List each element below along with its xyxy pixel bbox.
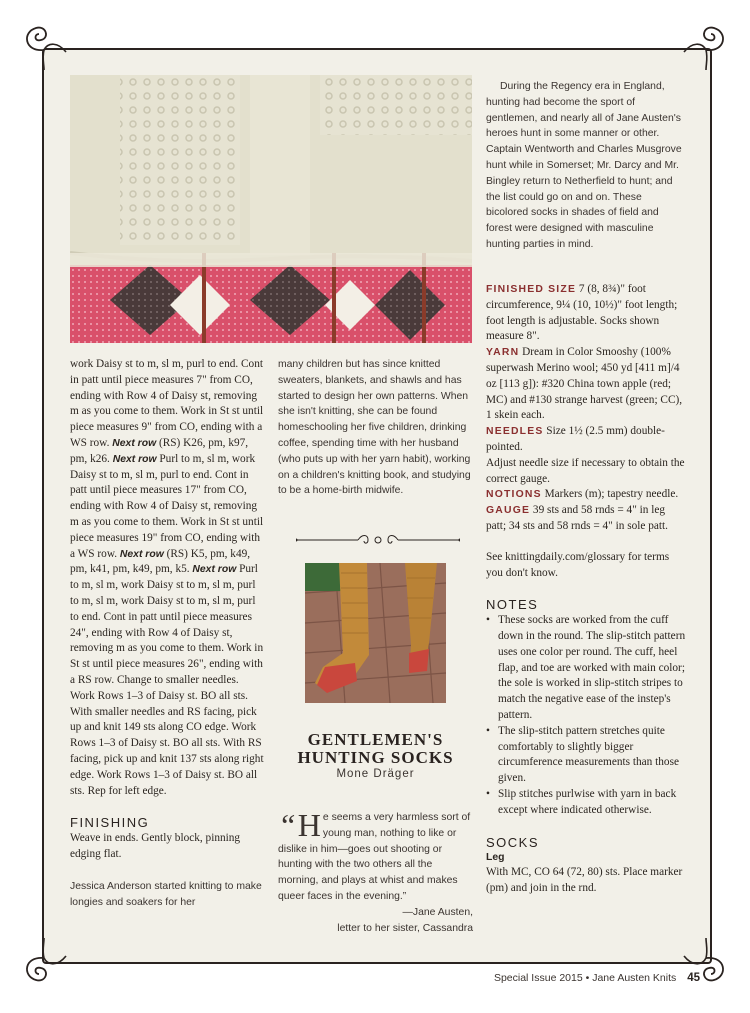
next-row-label: Next row (112, 453, 157, 465)
notions-label: NOTIONS (486, 489, 542, 501)
corner-flourish-bottom-left (14, 936, 74, 996)
yarn-value: Dream in Color Smooshy (100% superwash Merino wool; 450 yd [411 m]/4 oz [113 g]): #320 China town apple (red; MC) and #130 strange harvest (green; CC), 1 skein each. (486, 346, 683, 422)
footer-issue: Special Issue 2015 (493, 972, 583, 984)
socks-heading: SOCKS (486, 834, 540, 850)
gauge-label: GAUGE (486, 505, 531, 517)
instructions-text: (RS) K26, pm, k97, pm, k26. (70, 436, 249, 465)
epigraph-quote (278, 807, 473, 936)
page-footer (440, 972, 700, 984)
footer-bullet: • (585, 972, 590, 984)
ornament-divider (296, 532, 460, 548)
notes-heading: NOTES (486, 597, 539, 613)
finished-size (486, 282, 686, 345)
title-line-2: HUNTING SOCKS (297, 748, 454, 767)
intro-paragraph: During the Regency era in England, hunting had become the sport of gentlemen, and nearly all of Jane Austen's heroes hunt in some manner or other. Captain Wentworth and Charles Musgrove hunt while in Somerset; Mr. Darcy and Mr. Bingley return to Netherfield to hunt; and the list could go on and on. These bicolored socks in shades of field and forest were designed with masculine hunting parties in mind. (486, 81, 682, 250)
quote-attribution-author: —Jane Austen, (402, 906, 473, 918)
footer-magazine: Jane Austen Knits (592, 972, 677, 984)
next-row-label: Next row (119, 548, 164, 560)
gauge-value: 39 sts and 58 rnds = 4" in leg patt; 34 sts and 58 rnds = 4" in sole patt. (486, 504, 668, 532)
instructions-text: Purl to m, sl m, work Daisy st to m, sl m, purl to end. Cont in patt until piece measures 17" from CO, ending with Row 4 of Daisy st, removing m as you come to them. Work in St st until piece measures 19" from CO, ending with a WS row. (70, 452, 264, 560)
finished-size-label: FINISHED SIZE (486, 284, 577, 295)
designer-name: Mone Dräger (336, 768, 415, 780)
pattern-title (278, 731, 473, 767)
next-row-label: Next row (112, 437, 157, 449)
finishing-text: Weave in ends. Gently block, pinning edging flat. (70, 832, 241, 860)
corner-flourish-bottom-right (676, 936, 736, 996)
notions-value: Markers (m); tapestry needle. (541, 488, 679, 501)
quote-attribution-source: letter to her sister, Cassandra (337, 922, 473, 934)
finishing-heading: FINISHING (70, 815, 150, 831)
corner-flourish-top-right (676, 12, 736, 72)
glossary-note: See knittingdaily.com/glossary for terms you don't know. (486, 550, 670, 579)
leg-subheading: Leg (486, 852, 505, 864)
gauge (486, 503, 686, 535)
quote-open-mark: “ (278, 807, 296, 843)
next-row-label: Next row (192, 564, 237, 576)
notions (486, 487, 686, 503)
title-line-1: GENTLEMEN'S (307, 730, 444, 749)
yarn-label: YARN (486, 347, 520, 359)
needles (486, 424, 686, 456)
instructions-text: (RS) K5, pm, k49, pm, k41, pm, k49, pm, k5. (70, 547, 251, 576)
left-column (70, 357, 266, 910)
list-item: • These socks are worked from the cuff down in the round. The slip-stitch pattern uses one color per round. The cuff, heel flap, and toe are worked with main color; the sole is worked in slip-stitch stripes to match the negative ease of the instep's pattern. (486, 613, 686, 724)
designer-bio-start: Jessica Anderson started knitting to make longies and soakers for her (70, 880, 262, 908)
list-item: • Slip stitches purlwise with yarn in back except where indicated otherwise. (486, 787, 686, 819)
pattern-instructions (70, 357, 266, 799)
blanket-photo (70, 75, 472, 343)
instructions-text: work Daisy st to m, sl m, purl to end. Cont in patt until piece measures 7" from CO, ending with Row 4 of Daisy st, removing m as you come to them. Work in St st until piece measures 9" from CO, ending with a WS row. (70, 358, 264, 449)
quote-text: e seems a very harmless sort of young man, nothing to like or dislike in him—goes out shooting or hunting with the two others all the morning, and plays at whist and makes queer faces in the evening.” (278, 812, 471, 902)
corner-flourish-top-left (14, 12, 74, 72)
materials-list (486, 282, 686, 897)
needles-label: NEEDLES (486, 426, 544, 438)
yarn (486, 345, 686, 424)
list-item: • The slip-stitch pattern stretches quite comfortably to slightly bigger circumference measurements than those given. (486, 724, 686, 787)
needles-value: Size 1½ (2.5 mm) double-pointed. (486, 425, 665, 453)
leg-text: With MC, CO 64 (72, 80) sts. Place marker (pm) and join in the rnd. (486, 866, 683, 895)
notes-list (486, 613, 686, 818)
designer-bio-continued: many children but has since knitted sweaters, blankets, and shawls and has started to design her own patterns. When she isn't knitting, she can be found homeschooling her five children, drinking coffee, spending time with her husband (who puts up with her yarn habit), working on a children's knitting book, and studying to be a home-birth midwife. (278, 359, 471, 497)
sock-photo (305, 563, 446, 703)
quote-initial: H (297, 807, 321, 843)
finished-size-value: 7 (8, 8¾)" foot circumference, 9¼ (10, 10½)" foot length; foot length is adjustable. Socks shown measure 8". (486, 283, 678, 343)
page-number: 45 (687, 972, 700, 984)
needles-note: Adjust needle size if necessary to obtain the correct gauge. (486, 456, 685, 485)
instructions-text: Purl to m, sl m, work Daisy st to m, sl m, purl to m, sl m, work Daisy st to m, sl m, purl to end. Cont in patt until piece measures 24", ending with Row 4 of Daisy st, removing m as you come to them. Work in St st until piece measures 26", ending with a RS row. Change to smaller needles. Work Rows 1–3 of Daisy st. BO all sts. With smaller needles and RS facing, pick up and knit 149 sts along CO edge. Work Rows 1–3 of Daisy st. BO all sts. With RS facing, pick up and knit 137 sts along right edge. Work Rows 1–3 of Daisy st. BO all sts. Rep for left edge. (70, 563, 264, 797)
